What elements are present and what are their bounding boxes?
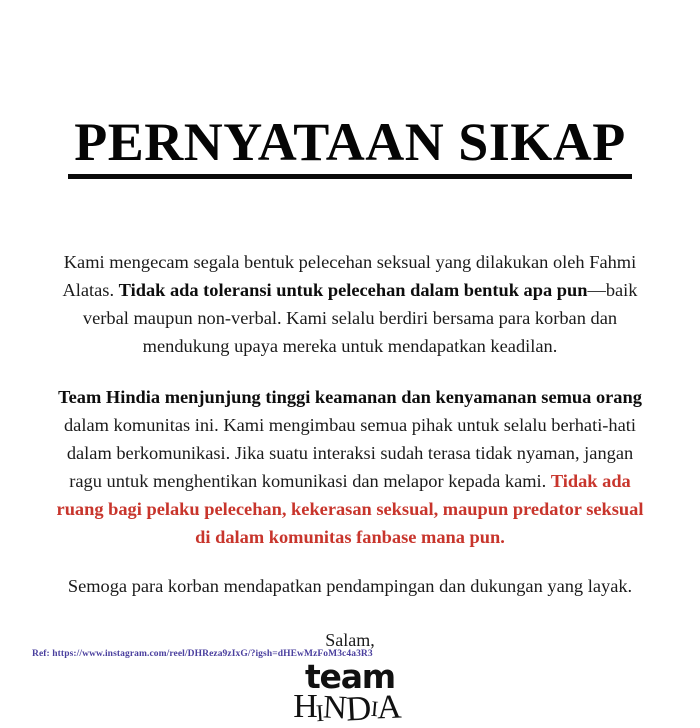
paragraph-1-text-b: —baik verbal maupun non-verbal. Kami selalu berdiri bersama para korban dan mendukung upaya mereka untuk mendapatkan keadilan. [82,280,638,356]
logo-letter-i1: I [314,700,325,727]
logo-letter-n: N [321,688,348,727]
logo-letter-h1: H [293,687,318,725]
logo-wordmark-hindia [293,687,407,728]
paragraph-2 [50,384,650,552]
salutation: Salam, [325,630,375,651]
title-container [0,0,700,215]
logo-letter-a: A [376,688,403,726]
paragraph-1-bold-a: Tidak ada toleransi untuk pelecehan dalam bentuk apa pun [118,280,588,300]
paragraph-1 [50,249,650,361]
paragraph-2-red-warning: Tidak ada ruang bagi pelaku pelecehan, kekerasan seksual, maupun predator seksual di dalam komunitas fanbase mana pun. [56,470,644,547]
paragraph-3: Semoga para korban mendapatkan pendampingan dan dukungan yang layak. [67,575,633,596]
statement-body [50,215,650,728]
logo-wordmark-team: team [304,656,395,696]
logo-letter-i2: I [369,695,380,721]
paragraph-2-bold-a: Team Hindia menjunjung tinggi keamanan dan kenyamanan semua orang [58,386,642,407]
paragraph-2-text-a: dalam komunitas ini. Kami mengimbau semua pihak untuk selalu berhati-hati dalam berkomunikasi. Jika suatu interaksi sudah terasa tidak nyaman, jangan ragu untuk menghentikan komunikasi dan melapor kepada kami. [63,414,637,491]
signature-block [50,628,650,728]
logo-letter-d: D [344,687,372,728]
paragraph-1-text-a: Kami mengecam segala bentuk pelecehan seksual yang dilakukan oleh Fahmi Alatas. [62,252,637,300]
reference-link[interactable]: Ref: https://www.instagram.com/reel/DHReza9zIxG/?igsh=dHEwMzFoM3c4a3R3 [32,649,373,659]
page-title: PERNYATAAN SIKAP [68,114,632,179]
team-hindia-logo [293,656,407,728]
